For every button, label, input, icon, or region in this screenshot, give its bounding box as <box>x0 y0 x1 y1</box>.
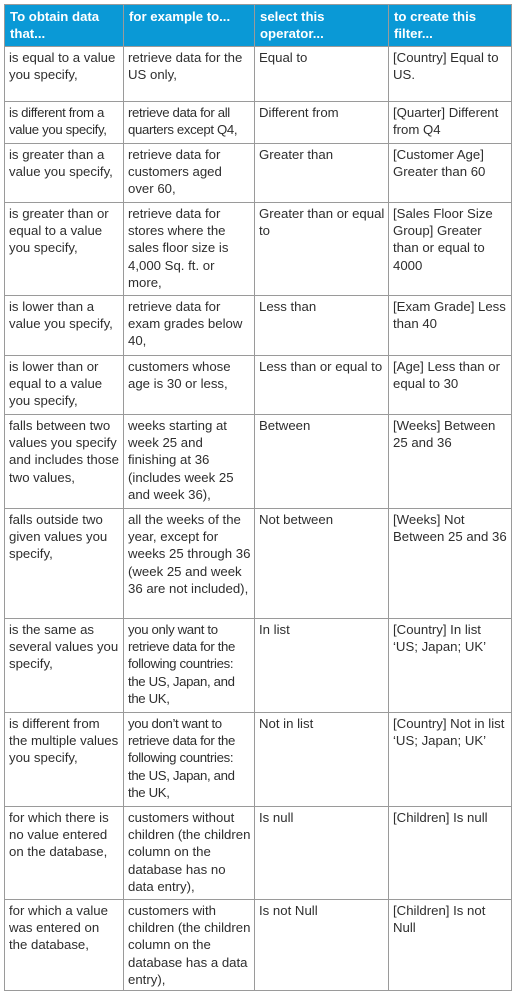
cell-example: retrieve data for exam grades below 40, <box>124 296 255 356</box>
cell-obtain: for which a value was entered on the database, <box>5 900 124 991</box>
cell-operator: In list <box>255 619 389 713</box>
cell-filter: [Customer Age] Greater than 60 <box>389 144 512 203</box>
cell-filter: [Weeks] Between 25 and 36 <box>389 415 512 509</box>
cell-example: retrieve data for stores where the sales floor size is 4,000 Sq. ft. or more, <box>124 203 255 296</box>
cell-example: retrieve data for all quarters except Q4, <box>124 102 255 144</box>
cell-filter: [Country] In list ‘US; Japan; UK’ <box>389 619 512 713</box>
cell-filter: [Country] Not in list ‘US; Japan; UK’ <box>389 713 512 807</box>
cell-filter: [Age] Less than or equal to 30 <box>389 356 512 415</box>
operator-reference-table <box>4 4 512 991</box>
table-row <box>5 713 512 807</box>
cell-example: you only want to retrieve data for the following countries: the US, Japan, and the UK, <box>124 619 255 713</box>
table-row <box>5 619 512 713</box>
cell-operator: Greater than or equal to <box>255 203 389 296</box>
cell-obtain: falls outside two given values you specify, <box>5 509 124 619</box>
header-create-filter: to create this filter... <box>389 5 512 47</box>
cell-operator: Not in list <box>255 713 389 807</box>
table-row <box>5 203 512 296</box>
cell-filter: [Country] Equal to US. <box>389 47 512 102</box>
cell-operator: Less than <box>255 296 389 356</box>
cell-example: customers without children (the children column on the database has no data entry), <box>124 807 255 900</box>
table-row <box>5 509 512 619</box>
operator-reference-table-container <box>4 4 512 991</box>
cell-obtain: falls between two values you specify and includes those two values, <box>5 415 124 509</box>
table-row <box>5 102 512 144</box>
cell-obtain: is equal to a value you specify, <box>5 47 124 102</box>
cell-example: retrieve data for the US only, <box>124 47 255 102</box>
cell-operator: Greater than <box>255 144 389 203</box>
header-for-example: for example to... <box>124 5 255 47</box>
cell-filter: [Sales Floor Size Group] Greater than or equal to 4000 <box>389 203 512 296</box>
cell-filter: [Children] Is null <box>389 807 512 900</box>
cell-filter: [Children] Is not Null <box>389 900 512 991</box>
cell-operator: Equal to <box>255 47 389 102</box>
cell-example: you don’t want to retrieve data for the following countries: the US, Japan, and the UK, <box>124 713 255 807</box>
table-row <box>5 356 512 415</box>
cell-obtain: is different from a value you specify, <box>5 102 124 144</box>
cell-obtain: is lower than or equal to a value you specify, <box>5 356 124 415</box>
cell-operator: Is not Null <box>255 900 389 991</box>
cell-example: customers whose age is 30 or less, <box>124 356 255 415</box>
cell-operator: Between <box>255 415 389 509</box>
cell-operator: Not between <box>255 509 389 619</box>
cell-operator: Different from <box>255 102 389 144</box>
cell-filter: [Weeks] Not Between 25 and 36 <box>389 509 512 619</box>
cell-example: weeks starting at week 25 and finishing at 36 (includes week 25 and week 36), <box>124 415 255 509</box>
cell-obtain: is lower than a value you specify, <box>5 296 124 356</box>
table-row <box>5 47 512 102</box>
cell-operator: Less than or equal to <box>255 356 389 415</box>
table-header-row <box>5 5 512 47</box>
cell-operator: Is null <box>255 807 389 900</box>
cell-obtain: is greater than or equal to a value you specify, <box>5 203 124 296</box>
table-row <box>5 900 512 991</box>
cell-example: customers with children (the children column on the database has a data entry), <box>124 900 255 991</box>
cell-example: all the weeks of the year, except for weeks 25 through 36 (week 25 and week 36 are not included), <box>124 509 255 619</box>
table-row <box>5 807 512 900</box>
cell-obtain: is different from the multiple values you specify, <box>5 713 124 807</box>
cell-filter: [Quarter] Different from Q4 <box>389 102 512 144</box>
cell-obtain: for which there is no value entered on the database, <box>5 807 124 900</box>
cell-obtain: is the same as several values you specify, <box>5 619 124 713</box>
header-select-operator: select this operator... <box>255 5 389 47</box>
header-obtain-data: To obtain data that... <box>5 5 124 47</box>
cell-filter: [Exam Grade] Less than 40 <box>389 296 512 356</box>
table-row <box>5 144 512 203</box>
cell-obtain: is greater than a value you specify, <box>5 144 124 203</box>
table-row <box>5 415 512 509</box>
table-row <box>5 296 512 356</box>
cell-example: retrieve data for customers aged over 60, <box>124 144 255 203</box>
